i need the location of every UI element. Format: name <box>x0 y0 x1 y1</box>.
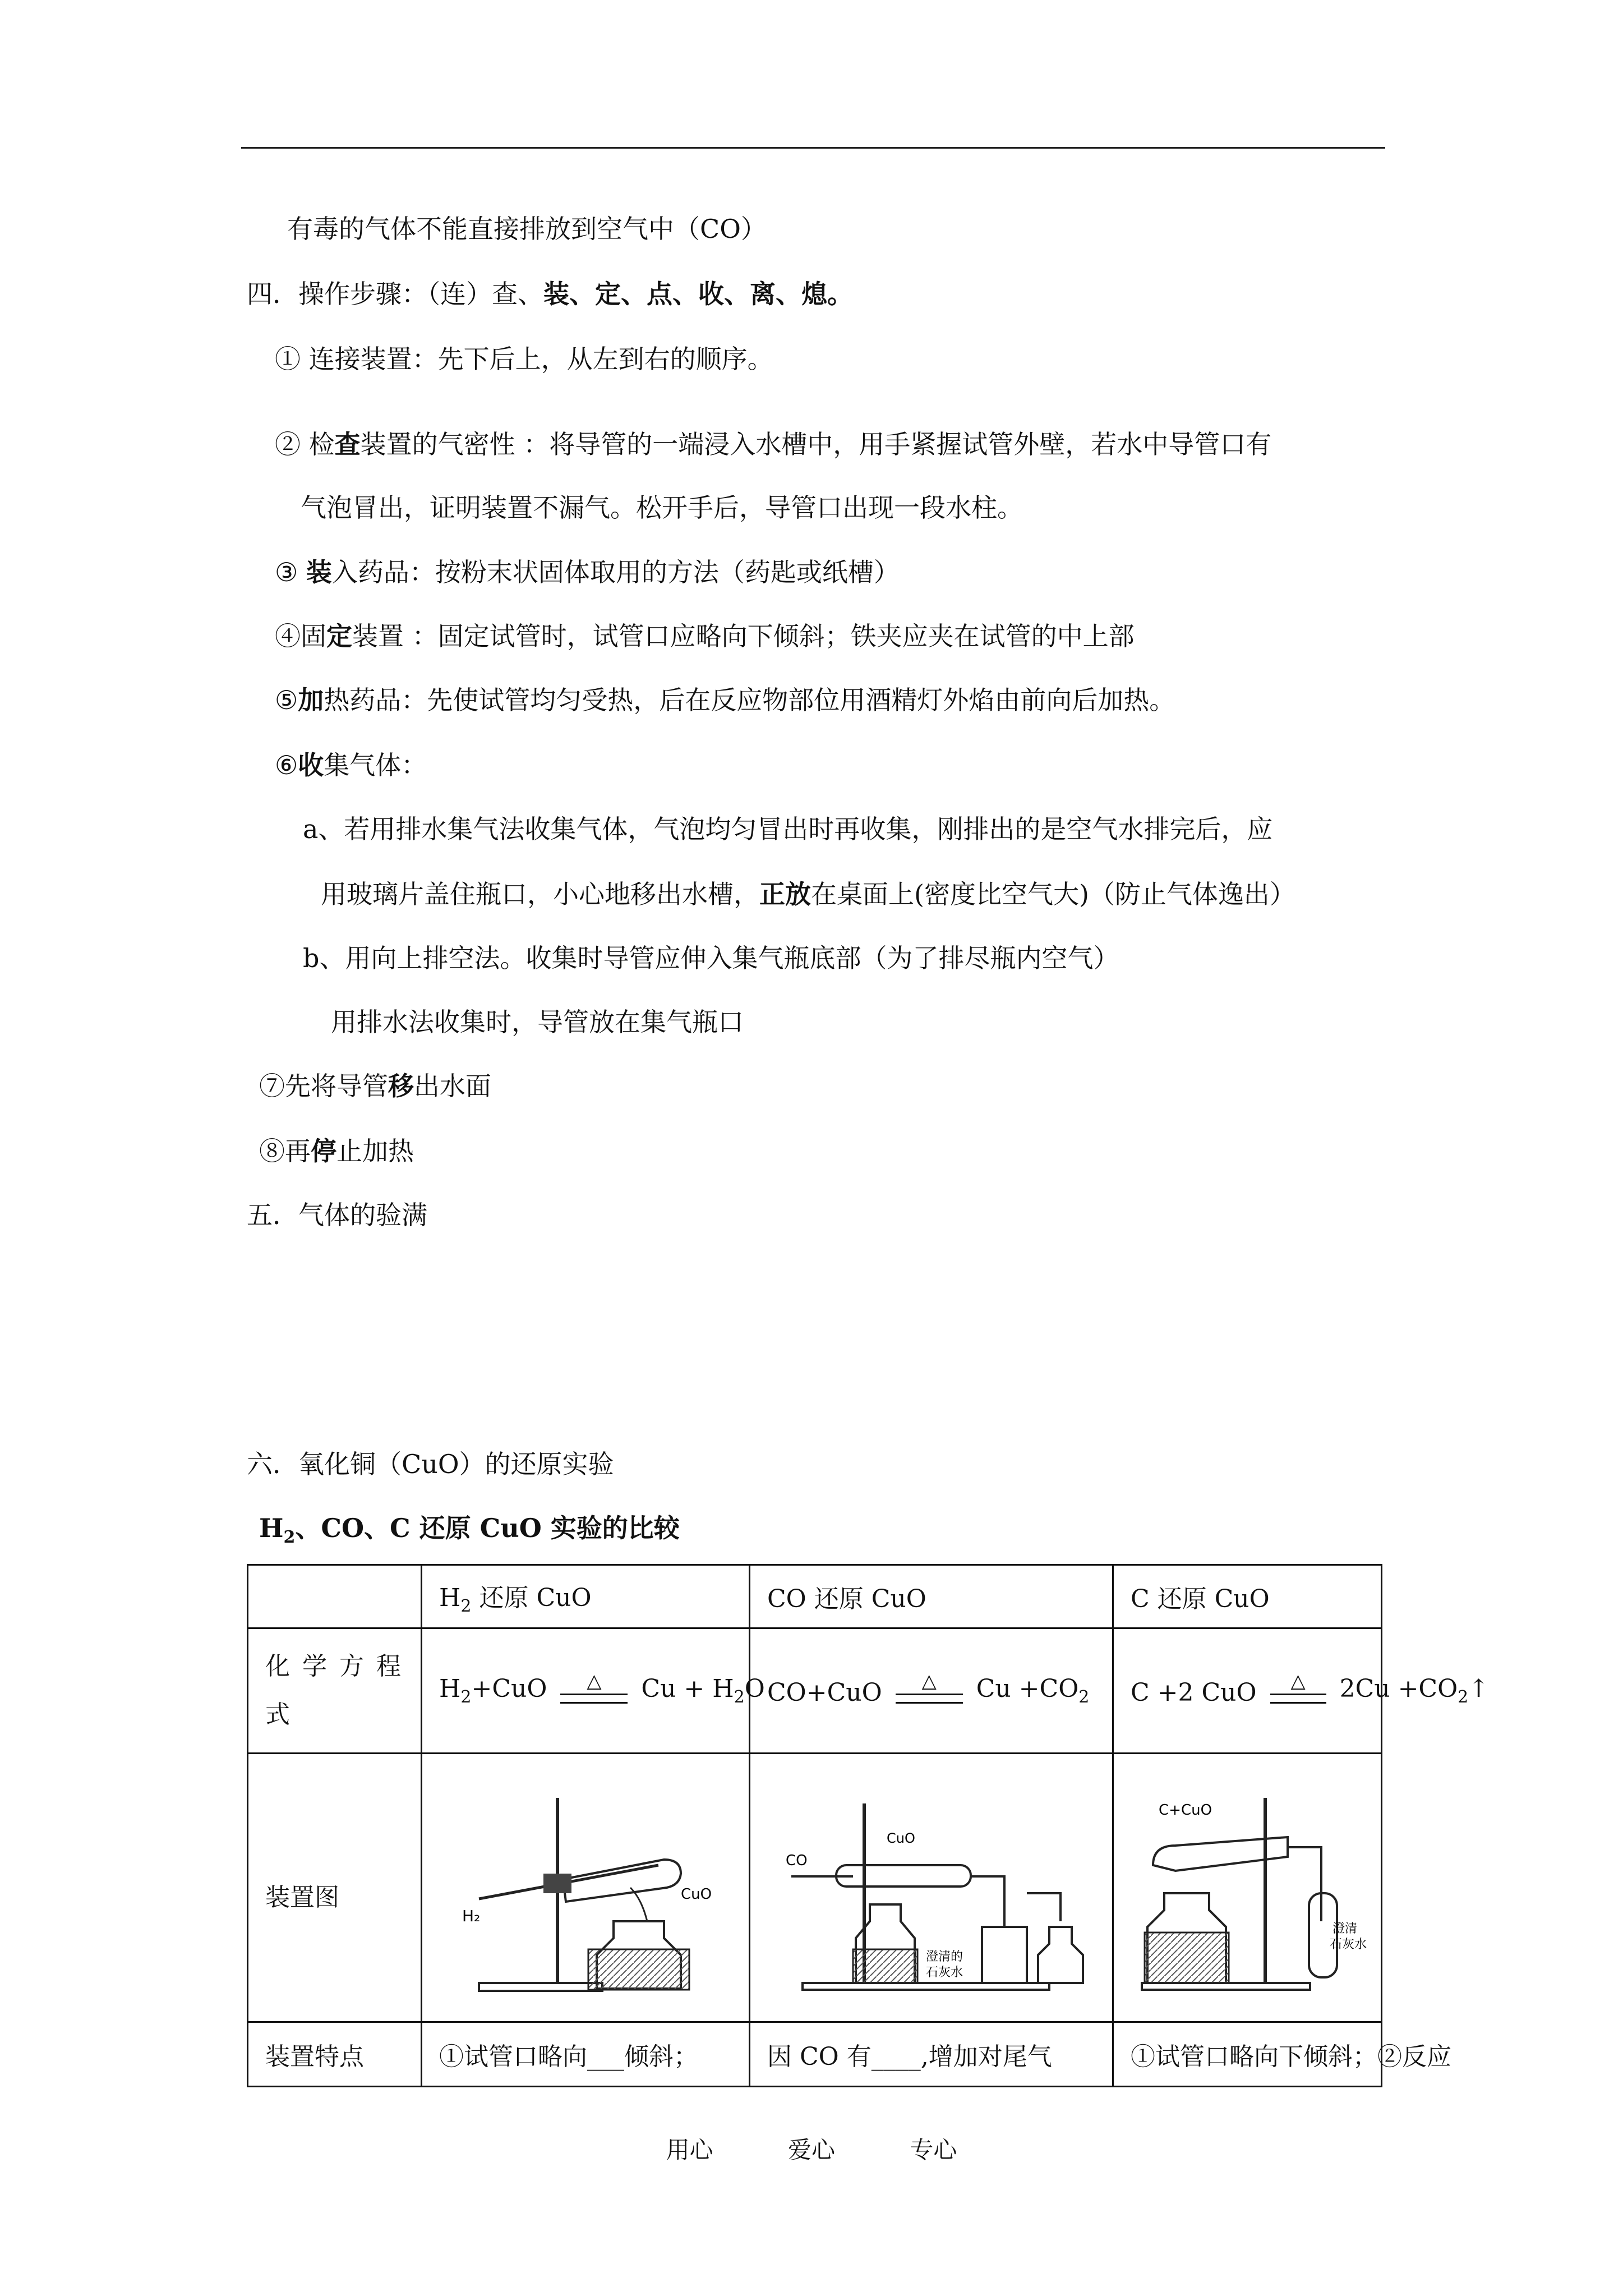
label-co: CO <box>785 1852 808 1869</box>
row-label-figure: 装置图 <box>248 1754 422 2022</box>
figure-co-apparatus <box>750 1754 1113 2022</box>
step-6b: b、用向上排空法。收集时导管应伸入集气瓶底部（为了排尽瓶内空气） <box>303 943 1119 973</box>
label-limewater-2: 石灰水 <box>1330 1938 1367 1952</box>
label-limewater-1: 澄清的 <box>925 1950 963 1964</box>
step-7: ⑦先将导管移出水面 <box>259 1071 491 1101</box>
equation-h2: $H_2+CuO$ △ $Cu + H_2O$ <box>422 1628 750 1754</box>
step-1: ① 连接装置：先下后上，从左到右的顺序。 <box>275 344 773 374</box>
step-8: ⑧再停止加热 <box>259 1136 414 1166</box>
header-co: CO 还原 CuO <box>750 1565 1113 1628</box>
step-6: ⑥收集气体： <box>275 750 427 780</box>
equation-c: C +2 CuO △ $2Cu +CO_2↑$ <box>1113 1628 1382 1754</box>
header-rule <box>241 147 1385 149</box>
co-apparatus-diagram <box>769 1781 1094 2005</box>
footer-word: 专心 <box>910 2136 957 2164</box>
label-c-cuo: C+CuO <box>1159 1802 1212 1819</box>
section-six-heading: 六．氧化铜（CuO）的还原实验 <box>247 1449 614 1479</box>
step-6a: a、若用排水集气法收集气体，气泡均匀冒出时再收集，刚排出的是空气水排完后，应 <box>303 814 1273 844</box>
table-header-row <box>248 1565 1382 1628</box>
heat-equals-sign: △ <box>1270 1671 1326 1704</box>
feature-h2: ①试管口略向___倾斜； <box>422 2022 750 2087</box>
label-limewater-1: 澄清 <box>1332 1922 1358 1936</box>
header-c: C 还原 CuO <box>1113 1565 1382 1628</box>
equation-co: CO+CuO △ $Cu +CO_2$ <box>750 1628 1113 1754</box>
feature-co: 因 CO 有____,增加对尾气 <box>750 2022 1113 2087</box>
c-apparatus-diagram <box>1131 1781 1372 2005</box>
footer-word: 爱心 <box>787 2136 835 2164</box>
step-4: ④固定装置 ：固定试管时，试管口应略向下倾斜；铁夹应夹在试管的中上部 <box>275 621 1135 651</box>
label-cuo: CuO <box>681 1886 712 1903</box>
header-h2: $H_2$ 还原 CuO <box>422 1565 750 1628</box>
table-row-equation <box>248 1628 1382 1754</box>
heat-equals-sign: △ <box>896 1671 963 1704</box>
step-6b-cont: 用排水法收集时，导管放在集气瓶口 <box>331 1007 744 1037</box>
step-3: ③ 装入药品：按粉末状固体取用的方法（药匙或纸槽） <box>275 557 900 587</box>
row-label-features: 装置特点 <box>248 2022 422 2087</box>
heat-equals-sign: △ <box>560 1671 628 1704</box>
step-2: ② 检查装置的气密性 ：将导管的一端浸入水槽中，用手紧握试管外壁，若水中导管口有 <box>275 429 1272 459</box>
row-label-equation: 化 学 方 程 式 <box>248 1628 422 1754</box>
h2-apparatus-diagram <box>445 1781 726 2005</box>
label-h2: H₂ <box>462 1907 481 1925</box>
label-cuo: CuO <box>886 1830 915 1846</box>
feature-c: ①试管口略向下倾斜；②反应 <box>1113 2022 1382 2087</box>
table-row-features <box>248 2022 1382 2087</box>
step-2-cont: 气泡冒出，证明装置不漏气。松开手后，导管口出现一段水柱。 <box>301 493 1023 523</box>
text-toxic-gas: 有毒的气体不能直接排放到空气中（CO） <box>287 214 767 244</box>
comparison-table <box>247 1564 1490 2087</box>
footer-word: 用心 <box>666 2136 713 2164</box>
step-6a-cont: 用玻璃片盖住瓶口，小心地移出水槽，正放在桌面上(密度比空气大)（防止气体逸出） <box>321 879 1295 909</box>
table-title: $H_2$、CO、C 还原 CuO 实验的比较 <box>259 1513 680 1548</box>
page-footer <box>0 2132 1623 2165</box>
label-limewater-2: 石灰水 <box>925 1966 963 1980</box>
figure-h2-apparatus <box>422 1754 750 2022</box>
figure-c-apparatus <box>1113 1754 1382 2022</box>
step-5: ⑤加热药品：先使试管均匀受热，后在反应物部位用酒精灯外焰由前向后加热。 <box>275 685 1175 715</box>
section-five-heading: 五．气体的验满 <box>247 1200 427 1230</box>
header-empty-cell <box>248 1565 422 1628</box>
table-row-figure <box>248 1754 1382 2022</box>
section-four-heading: 四．操作步骤：（连）查、装、定、点、收、离、熄。 <box>247 279 853 309</box>
